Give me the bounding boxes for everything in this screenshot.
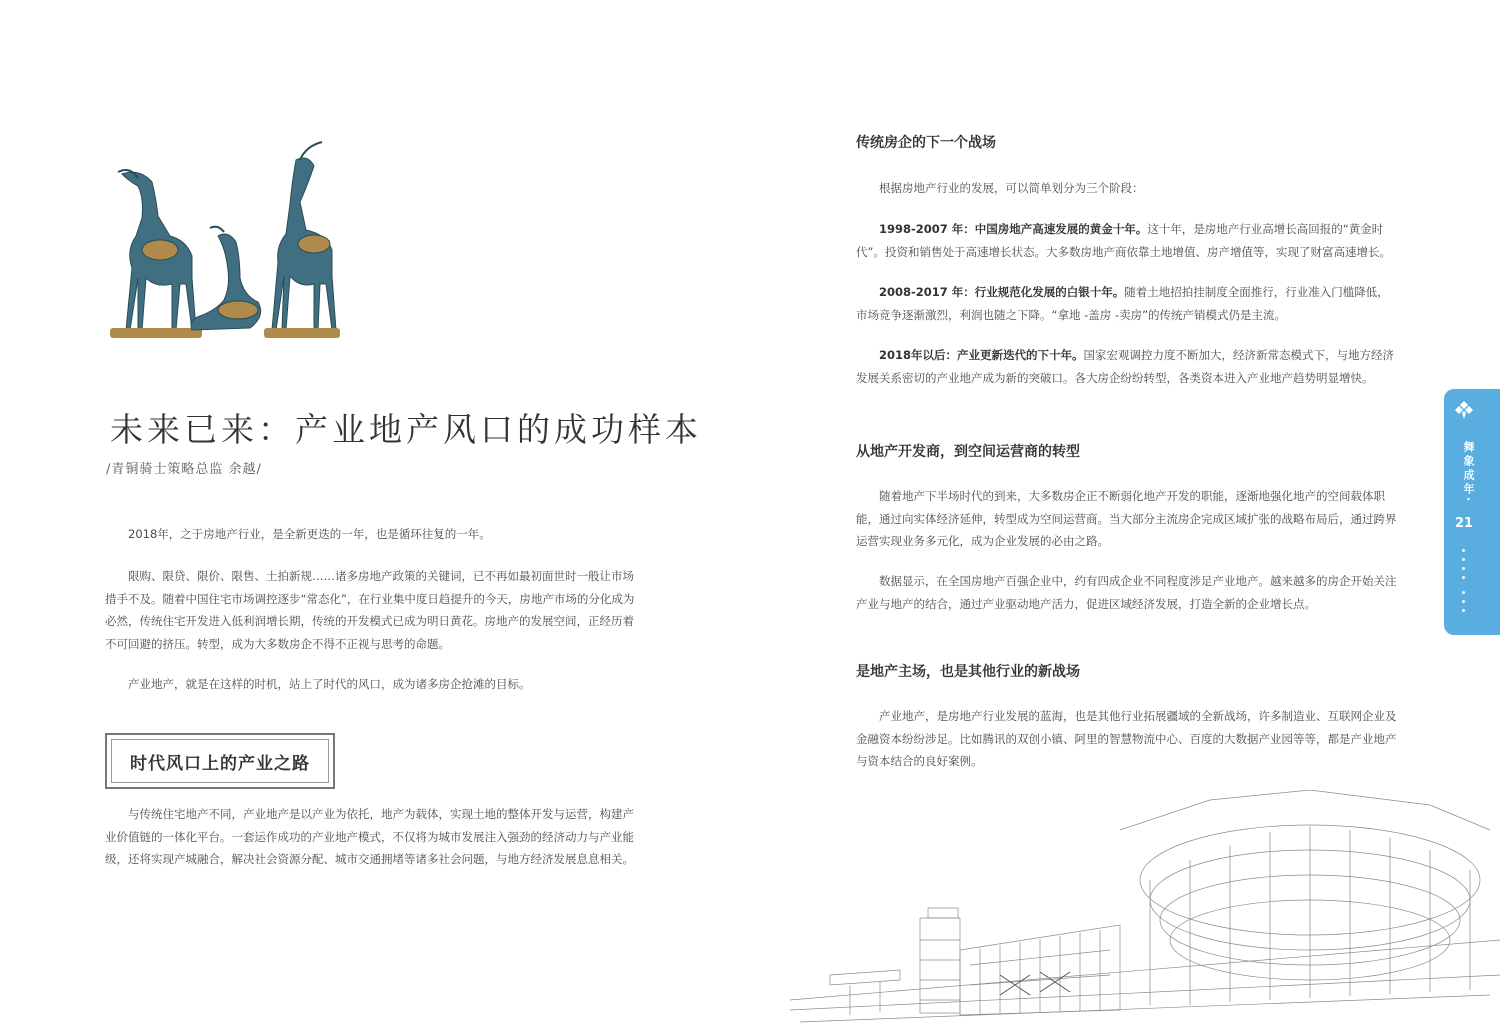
- heading-space-operator: 从地产开发商，到空间运营商的转型: [856, 444, 1080, 460]
- deer-figurines-image: [100, 138, 340, 348]
- space-operator-paragraph-2: 数据显示，在全国房地产百强企业中，约有四成企业不同程度涉足产业地产。越来越多的房企开始关注产业与地产的结合，通过产业驱动地产活力，促进区域经济发展，打造全新的企业增长点。: [856, 574, 1397, 611]
- stage-2-text: 随着土地招拍挂制度全面推行，行业准入门槛降低，市场竞争逐渐激烈，利润也随之下降。“拿地 -盖房 -卖房”的传统产销模式仍是主流。: [856, 285, 1389, 322]
- decorative-dots: [1462, 549, 1466, 618]
- architecture-sketch-image: [790, 790, 1500, 1025]
- diamond-logo-icon: [1454, 400, 1474, 420]
- left-deer-base: [110, 328, 202, 338]
- heading-traditional-developers: 传统房企的下一个战场: [856, 135, 996, 151]
- dot: [1462, 609, 1465, 612]
- dot: [1462, 567, 1465, 570]
- stage-3: [856, 344, 1399, 389]
- page-number: 21: [1454, 516, 1474, 531]
- article-title: 未来已来：产业地产风口的成功样本: [110, 410, 702, 449]
- space-operator-paragraph-1: 随着地产下半场时代的到来，大多数房企正不断弱化地产开发的职能，逐渐地强化地产的空间载体职能，通过向实体经济延伸，转型成为空间运营商。当大部分主流房企完成区域扩张的战略布局后，通过跨界运营实现业务多元化，成为企业发展的必由之路。: [856, 489, 1397, 548]
- section-heading-box: [105, 733, 335, 789]
- stage-2-lead: 2008-2017 年：行业规范化发展的白银十年。: [879, 285, 1125, 299]
- dot: [1462, 558, 1465, 561]
- left-deer: [118, 170, 196, 330]
- right-deer-base: [264, 328, 340, 338]
- stage-3-lead: 2018年以后：产业更新迭代的下十年。: [879, 348, 1084, 362]
- stage-1-lead: 1998-2007 年：中国房地产高速发展的黄金十年。: [879, 222, 1148, 236]
- intro-paragraph-1: 2018年，之于房地产行业，是全新更迭的一年，也是循环往复的一年。: [128, 527, 491, 541]
- section-paragraph: 与传统住宅地产不同，产业地产是以产业为依托，地产为载体，实现土地的整体开发与运营，构建产业价值链的一体化平台。一套运作成功的产业地产模式，不仅将为城市发展注入强劲的经济动力与产业能级，还将实现产城融合，解决社会资源分配、城市交通拥堵等诸多社会问题，与地方经济发展息息相关。: [105, 807, 634, 866]
- dot: [1462, 576, 1465, 579]
- heading-new-battlefield: 是地产主场，也是其他行业的新战场: [856, 664, 1080, 680]
- section-heading: 时代风口上的产业之路: [130, 753, 310, 774]
- right-deer: [272, 142, 336, 330]
- stages-intro: 根据房地产行业的发展，可以简单划分为三个阶段：: [879, 181, 1144, 195]
- article-byline: /青铜骑士策略总监 余越/: [106, 462, 262, 477]
- new-battlefield-paragraph: 产业地产，是房地产行业发展的蓝海，也是其他行业拓展疆域的全新战场，许多制造业、互联网企业及金融资本纷纷涉足。比如腾讯的双创小镇、阿里的智慧物流中心、百度的大数据产业园等等，都是产业地产与资本结合的良好案例。: [856, 709, 1397, 768]
- dot: [1462, 591, 1465, 594]
- stage-3-text: 国家宏观调控力度不断加大，经济新常态模式下，与地方经济发展关系密切的产业地产成为新的突破口。各大房企纷纷转型，各类资本进入产业地产趋势明显增快。: [856, 348, 1395, 385]
- stage-2: [856, 281, 1399, 326]
- stage-1: [856, 218, 1399, 263]
- stage-1-text: 这十年，是房地产行业高增长高回报的“黄金时代”。投资和销售处于高速增长状态。大多数房地产商依靠土地增值、房产增值等，实现了财富高速增长。: [856, 222, 1391, 259]
- dot: [1462, 549, 1465, 552]
- dot: [1462, 600, 1465, 603]
- intro-paragraph-2: 限购、限贷、限价、限售、土拍新规……诸多房地产政策的关键词，已不再如最初面世时一般让市场措手不及。随着中国住宅市场调控逐步“常态化”，在行业集中度日趋提升的今天，房地产市场的分化成为必然，传统住宅开发进入低利润增长期，传统的开发模式已成为明日黄花。房地产的发展空间，正经历着不可回避的挤压。转型，成为大多数房企不得不正视与思考的命题。: [105, 569, 635, 651]
- section-heading-inner: [111, 739, 329, 783]
- lying-deer: [191, 227, 261, 330]
- side-tab: [1444, 389, 1500, 635]
- intro-paragraph-3: 产业地产，就是在这样的时机，站上了时代的风口，成为诸多房企抢滩的目标。: [128, 677, 531, 691]
- column-name: 舞象成年·: [1462, 441, 1475, 505]
